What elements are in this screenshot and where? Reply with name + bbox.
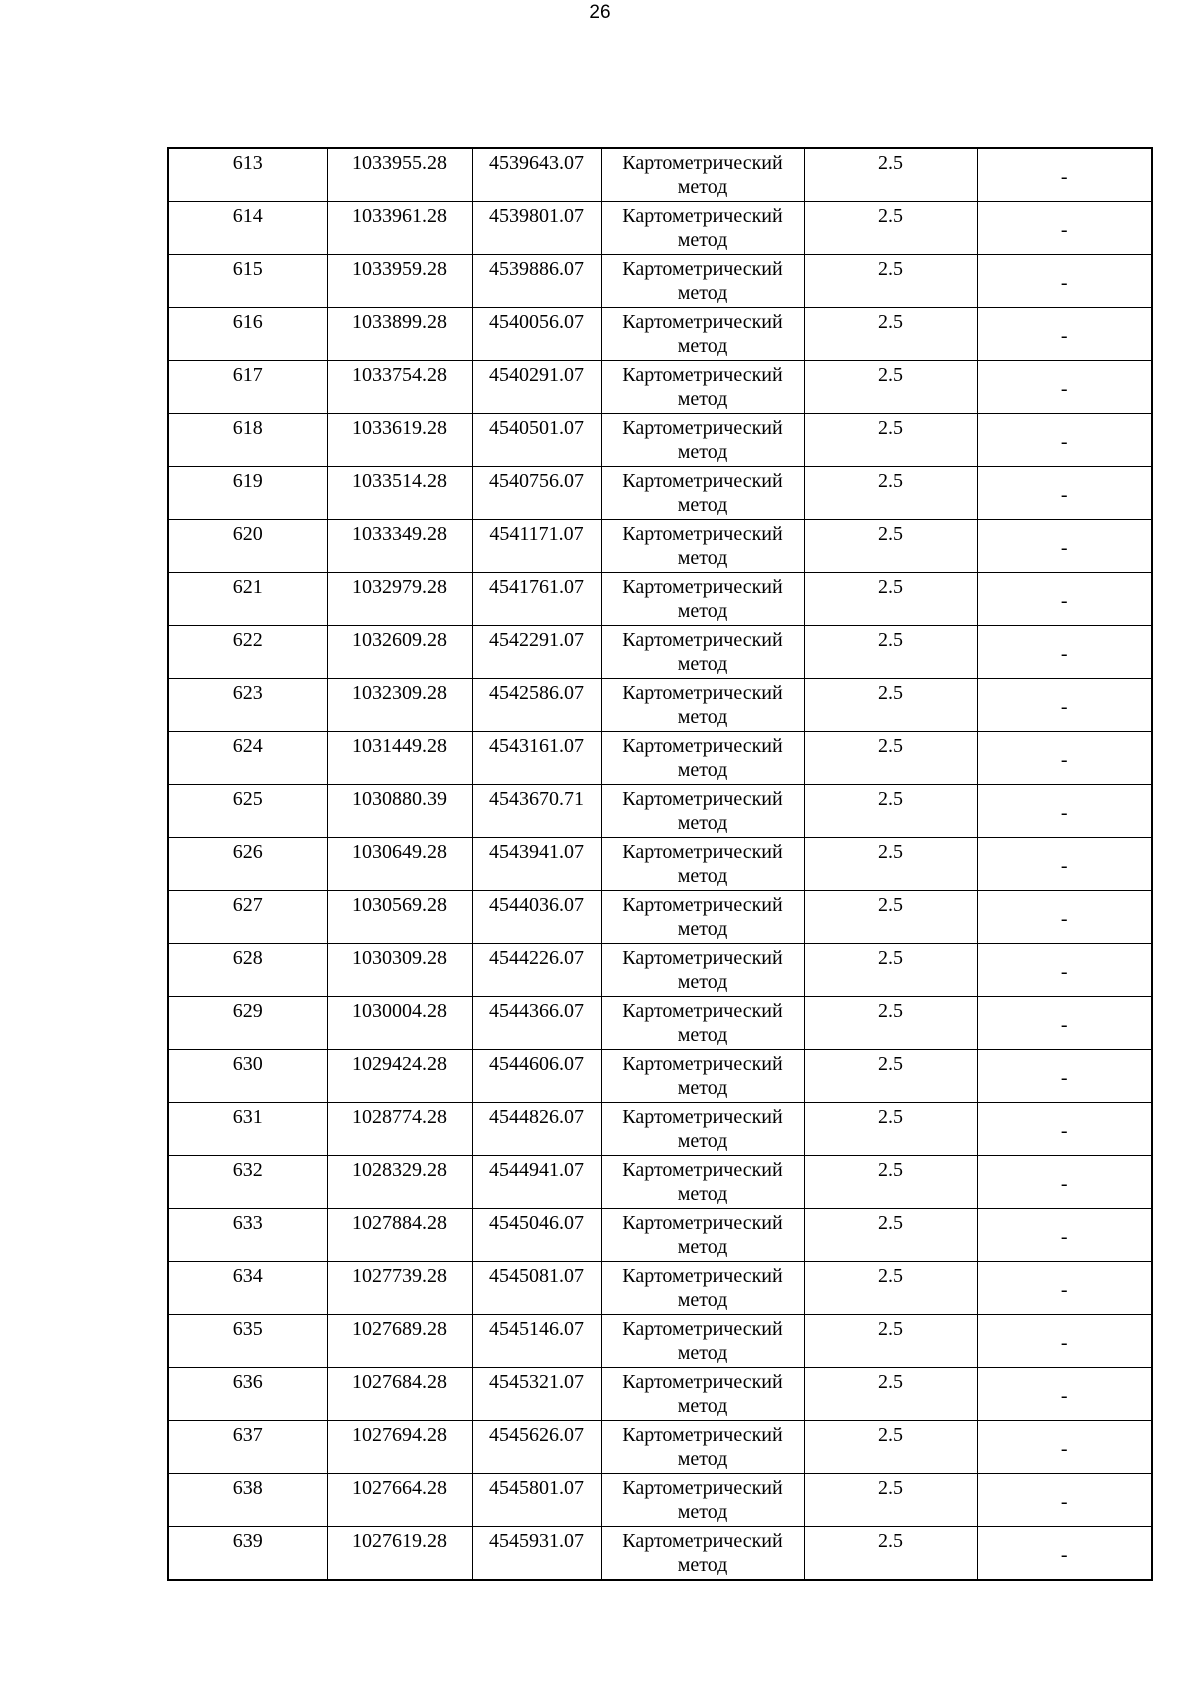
method-cell [601,467,804,520]
table-row [168,467,1152,520]
point-number-cell: 615 [168,255,327,308]
accuracy-cell: 2.5 [804,1209,977,1262]
method-cell [601,255,804,308]
point-number-cell: 622 [168,626,327,679]
y-coordinate-cell: 4540291.07 [472,361,601,414]
accuracy-cell: 2.5 [804,1262,977,1315]
y-coordinate-cell: 4541761.07 [472,573,601,626]
x-coordinate-cell: 1033349.28 [327,520,472,573]
x-coordinate-cell: 1032979.28 [327,573,472,626]
x-coordinate-cell: 1027684.28 [327,1368,472,1421]
y-coordinate-cell: 4539801.07 [472,202,601,255]
method-cell [601,361,804,414]
x-coordinate-cell: 1032609.28 [327,626,472,679]
method-cell [601,1315,804,1368]
coordinates-table [167,147,1153,1581]
x-coordinate-cell: 1033514.28 [327,467,472,520]
method-line-1: Картометрический [622,788,783,810]
accuracy-cell: 2.5 [804,997,977,1050]
accuracy-cell: 2.5 [804,573,977,626]
method-line-2: метод [677,494,728,516]
accuracy-cell: 2.5 [804,467,977,520]
x-coordinate-cell: 1030569.28 [327,891,472,944]
note-cell: - [977,414,1152,467]
method-line-2: метод [677,1130,728,1152]
method-line-2: метод [677,441,728,463]
point-number-cell: 618 [168,414,327,467]
table-row [168,1474,1152,1527]
point-number-cell: 621 [168,573,327,626]
method-line-1: Картометрический [622,364,783,386]
note-cell: - [977,838,1152,891]
accuracy-cell: 2.5 [804,1315,977,1368]
method-line-1: Картометрический [622,152,783,174]
accuracy-cell: 2.5 [804,838,977,891]
method-line-1: Картометрический [622,417,783,439]
x-coordinate-cell: 1030309.28 [327,944,472,997]
method-line-2: метод [677,1342,728,1364]
method-line-1: Картометрический [622,894,783,916]
y-coordinate-cell: 4545081.07 [472,1262,601,1315]
x-coordinate-cell: 1030880.39 [327,785,472,838]
table-row [168,785,1152,838]
accuracy-cell: 2.5 [804,1527,977,1581]
method-line-2: метод [677,865,728,887]
table-row [168,626,1152,679]
x-coordinate-cell: 1031449.28 [327,732,472,785]
accuracy-cell: 2.5 [804,626,977,679]
y-coordinate-cell: 4545321.07 [472,1368,601,1421]
x-coordinate-cell: 1027694.28 [327,1421,472,1474]
x-coordinate-cell: 1033955.28 [327,148,472,202]
method-line-1: Картометрический [622,311,783,333]
method-cell [601,1156,804,1209]
note-cell: - [977,891,1152,944]
y-coordinate-cell: 4542291.07 [472,626,601,679]
accuracy-cell: 2.5 [804,520,977,573]
y-coordinate-cell: 4541171.07 [472,520,601,573]
method-cell [601,573,804,626]
accuracy-cell: 2.5 [804,785,977,838]
accuracy-cell: 2.5 [804,1156,977,1209]
y-coordinate-cell: 4543670.71 [472,785,601,838]
point-number-cell: 637 [168,1421,327,1474]
method-line-1: Картометрический [622,682,783,704]
method-cell [601,1103,804,1156]
method-line-1: Картометрический [622,1265,783,1287]
method-cell [601,414,804,467]
method-cell [601,1474,804,1527]
table-row [168,308,1152,361]
table-row [168,573,1152,626]
method-line-2: метод [677,759,728,781]
note-cell: - [977,467,1152,520]
y-coordinate-cell: 4539886.07 [472,255,601,308]
x-coordinate-cell: 1030649.28 [327,838,472,891]
x-coordinate-cell: 1027739.28 [327,1262,472,1315]
method-cell [601,1262,804,1315]
method-cell [601,1421,804,1474]
y-coordinate-cell: 4544226.07 [472,944,601,997]
y-coordinate-cell: 4542586.07 [472,679,601,732]
method-line-1: Картометрический [622,1159,783,1181]
method-cell [601,308,804,361]
y-coordinate-cell: 4545626.07 [472,1421,601,1474]
method-cell [601,944,804,997]
x-coordinate-cell: 1033899.28 [327,308,472,361]
method-line-2: метод [677,335,728,357]
method-cell [601,679,804,732]
note-cell: - [977,1209,1152,1262]
method-line-1: Картометрический [622,470,783,492]
x-coordinate-cell: 1027884.28 [327,1209,472,1262]
table-row [168,1368,1152,1421]
method-cell [601,891,804,944]
note-cell: - [977,1050,1152,1103]
method-line-2: метод [677,812,728,834]
note-cell: - [977,1262,1152,1315]
note-cell: - [977,573,1152,626]
table-row [168,1315,1152,1368]
accuracy-cell: 2.5 [804,732,977,785]
point-number-cell: 623 [168,679,327,732]
method-line-1: Картометрический [622,258,783,280]
method-line-2: метод [677,1501,728,1523]
table-row [168,361,1152,414]
method-line-2: метод [677,918,728,940]
table-row [168,679,1152,732]
y-coordinate-cell: 4540756.07 [472,467,601,520]
method-line-2: метод [677,971,728,993]
method-line-1: Картометрический [622,1371,783,1393]
y-coordinate-cell: 4545801.07 [472,1474,601,1527]
accuracy-cell: 2.5 [804,1421,977,1474]
page-number: 26 [589,2,611,23]
note-cell: - [977,732,1152,785]
method-cell [601,838,804,891]
accuracy-cell: 2.5 [804,1474,977,1527]
method-line-1: Картометрический [622,947,783,969]
note-cell: - [977,1474,1152,1527]
table-body [168,148,1152,1580]
table-row [168,520,1152,573]
x-coordinate-cell: 1028774.28 [327,1103,472,1156]
method-line-1: Картометрический [622,629,783,651]
method-cell [601,997,804,1050]
table-row [168,148,1152,202]
y-coordinate-cell: 4540501.07 [472,414,601,467]
y-coordinate-cell: 4544941.07 [472,1156,601,1209]
point-number-cell: 617 [168,361,327,414]
point-number-cell: 636 [168,1368,327,1421]
note-cell: - [977,1103,1152,1156]
point-number-cell: 638 [168,1474,327,1527]
method-line-2: метод [677,1448,728,1470]
note-cell: - [977,997,1152,1050]
method-line-2: метод [677,1289,728,1311]
accuracy-cell: 2.5 [804,361,977,414]
table-row [168,891,1152,944]
y-coordinate-cell: 4545146.07 [472,1315,601,1368]
method-cell [601,148,804,202]
method-line-1: Картометрический [622,205,783,227]
y-coordinate-cell: 4545046.07 [472,1209,601,1262]
method-line-2: метод [677,1024,728,1046]
method-line-1: Картометрический [622,1318,783,1340]
table-row [168,944,1152,997]
point-number-cell: 624 [168,732,327,785]
method-cell [601,626,804,679]
table-row [168,1421,1152,1474]
x-coordinate-cell: 1032309.28 [327,679,472,732]
method-line-1: Картометрический [622,841,783,863]
note-cell: - [977,520,1152,573]
method-cell [601,202,804,255]
method-line-1: Картометрический [622,1106,783,1128]
method-line-1: Картометрический [622,1053,783,1075]
y-coordinate-cell: 4539643.07 [472,148,601,202]
note-cell: - [977,255,1152,308]
y-coordinate-cell: 4544036.07 [472,891,601,944]
table-row [168,1262,1152,1315]
note-cell: - [977,679,1152,732]
point-number-cell: 616 [168,308,327,361]
table-row [168,1103,1152,1156]
point-number-cell: 633 [168,1209,327,1262]
method-line-2: метод [677,547,728,569]
method-line-1: Картометрический [622,735,783,757]
table-row [168,732,1152,785]
accuracy-cell: 2.5 [804,891,977,944]
note-cell: - [977,626,1152,679]
point-number-cell: 629 [168,997,327,1050]
method-line-1: Картометрический [622,1477,783,1499]
y-coordinate-cell: 4544606.07 [472,1050,601,1103]
note-cell: - [977,361,1152,414]
point-number-cell: 627 [168,891,327,944]
point-number-cell: 620 [168,520,327,573]
note-cell: - [977,308,1152,361]
x-coordinate-cell: 1030004.28 [327,997,472,1050]
table-row [168,838,1152,891]
point-number-cell: 628 [168,944,327,997]
accuracy-cell: 2.5 [804,1368,977,1421]
note-cell: - [977,1527,1152,1581]
method-cell [601,1368,804,1421]
point-number-cell: 639 [168,1527,327,1581]
note-cell: - [977,202,1152,255]
table-row [168,997,1152,1050]
note-cell: - [977,785,1152,838]
method-line-2: метод [677,282,728,304]
table-row [168,202,1152,255]
x-coordinate-cell: 1027619.28 [327,1527,472,1581]
method-line-2: метод [677,388,728,410]
table-row [168,1050,1152,1103]
x-coordinate-cell: 1028329.28 [327,1156,472,1209]
note-cell: - [977,1156,1152,1209]
table-row [168,1527,1152,1581]
x-coordinate-cell: 1027689.28 [327,1315,472,1368]
method-line-2: метод [677,176,728,198]
method-cell [601,1527,804,1581]
point-number-cell: 634 [168,1262,327,1315]
table-row [168,414,1152,467]
method-line-2: метод [677,653,728,675]
y-coordinate-cell: 4544366.07 [472,997,601,1050]
table-row [168,1156,1152,1209]
method-line-2: метод [677,229,728,251]
accuracy-cell: 2.5 [804,414,977,467]
method-line-2: метод [677,1183,728,1205]
point-number-cell: 635 [168,1315,327,1368]
note-cell: - [977,1315,1152,1368]
y-coordinate-cell: 4545931.07 [472,1527,601,1581]
note-cell: - [977,1368,1152,1421]
accuracy-cell: 2.5 [804,944,977,997]
method-cell [601,1209,804,1262]
point-number-cell: 625 [168,785,327,838]
point-number-cell: 632 [168,1156,327,1209]
accuracy-cell: 2.5 [804,255,977,308]
x-coordinate-cell: 1033961.28 [327,202,472,255]
point-number-cell: 630 [168,1050,327,1103]
accuracy-cell: 2.5 [804,1050,977,1103]
accuracy-cell: 2.5 [804,308,977,361]
method-line-1: Картометрический [622,1212,783,1234]
point-number-cell: 626 [168,838,327,891]
method-line-1: Картометрический [622,1424,783,1446]
method-line-2: метод [677,706,728,728]
method-cell [601,785,804,838]
point-number-cell: 613 [168,148,327,202]
accuracy-cell: 2.5 [804,679,977,732]
x-coordinate-cell: 1033619.28 [327,414,472,467]
x-coordinate-cell: 1033959.28 [327,255,472,308]
method-line-2: метод [677,1236,728,1258]
table-row [168,1209,1152,1262]
method-line-1: Картометрический [622,523,783,545]
accuracy-cell: 2.5 [804,1103,977,1156]
point-number-cell: 631 [168,1103,327,1156]
point-number-cell: 619 [168,467,327,520]
method-line-2: метод [677,1554,728,1576]
y-coordinate-cell: 4543161.07 [472,732,601,785]
method-line-1: Картометрический [622,1530,783,1552]
point-number-cell: 614 [168,202,327,255]
x-coordinate-cell: 1033754.28 [327,361,472,414]
table-row [168,255,1152,308]
method-cell [601,520,804,573]
method-cell [601,732,804,785]
y-coordinate-cell: 4540056.07 [472,308,601,361]
method-line-2: метод [677,600,728,622]
accuracy-cell: 2.5 [804,148,977,202]
x-coordinate-cell: 1029424.28 [327,1050,472,1103]
method-cell [601,1050,804,1103]
y-coordinate-cell: 4544826.07 [472,1103,601,1156]
method-line-2: метод [677,1395,728,1417]
x-coordinate-cell: 1027664.28 [327,1474,472,1527]
note-cell: - [977,944,1152,997]
note-cell: - [977,1421,1152,1474]
method-line-1: Картометрический [622,1000,783,1022]
method-line-2: метод [677,1077,728,1099]
note-cell: - [977,148,1152,202]
accuracy-cell: 2.5 [804,202,977,255]
method-line-1: Картометрический [622,576,783,598]
y-coordinate-cell: 4543941.07 [472,838,601,891]
